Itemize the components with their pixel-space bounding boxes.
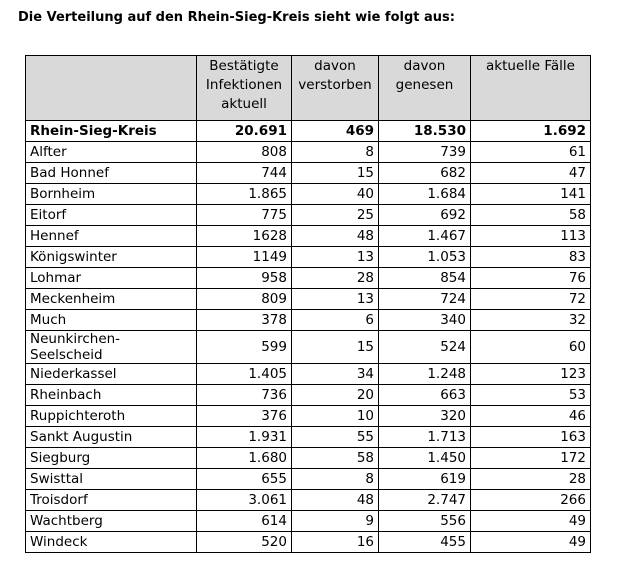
header-confirmed: Bestätigte Infektionen aktuell [197,56,292,121]
municipality-cell: Swisttal [26,469,197,490]
recovered-cell: 340 [379,310,471,331]
table-row [26,163,591,184]
table-header-row [26,56,591,121]
recovered-cell: 854 [379,268,471,289]
recovered-cell: 320 [379,406,471,427]
municipality-cell: Much [26,310,197,331]
deceased-cell: 25 [292,205,379,226]
recovered-cell: 1.684 [379,184,471,205]
confirmed-cell: 958 [197,268,292,289]
confirmed-cell: 1.931 [197,427,292,448]
total-name-cell: Rhein-Sieg-Kreis [26,121,197,142]
recovered-cell: 663 [379,385,471,406]
table-body [26,121,591,553]
confirmed-cell: 808 [197,142,292,163]
recovered-cell: 682 [379,163,471,184]
current-cases-cell: 113 [471,226,591,247]
current-cases-cell: 60 [471,331,591,364]
municipality-cell: Siegburg [26,448,197,469]
current-cases-cell: 58 [471,205,591,226]
deceased-cell: 10 [292,406,379,427]
current-cases-cell: 49 [471,511,591,532]
confirmed-cell: 520 [197,532,292,553]
deceased-cell: 48 [292,490,379,511]
municipality-cell: Königswinter [26,247,197,268]
table-row [26,448,591,469]
total-recovered-cell: 18.530 [379,121,471,142]
current-cases-cell: 32 [471,310,591,331]
municipality-cell: Alfter [26,142,197,163]
confirmed-cell: 1628 [197,226,292,247]
deceased-cell: 13 [292,289,379,310]
current-cases-cell: 46 [471,406,591,427]
table-row [26,331,591,364]
municipality-cell: Troisdorf [26,490,197,511]
table-row [26,511,591,532]
recovered-cell: 739 [379,142,471,163]
recovered-cell: 455 [379,532,471,553]
municipality-cell: Rheinbach [26,385,197,406]
table-row [26,226,591,247]
recovered-cell: 1.248 [379,364,471,385]
deceased-cell: 8 [292,469,379,490]
header-deceased: davon verstorben [292,56,379,121]
deceased-cell: 15 [292,331,379,364]
total-deceased-cell: 469 [292,121,379,142]
recovered-cell: 1.053 [379,247,471,268]
deceased-cell: 6 [292,310,379,331]
municipality-cell: Neunkirchen-Seelscheid [26,331,197,364]
header-municipality [26,56,197,121]
deceased-cell: 55 [292,427,379,448]
deceased-cell: 58 [292,448,379,469]
total-confirmed-cell: 20.691 [197,121,292,142]
recovered-cell: 524 [379,331,471,364]
municipality-cell: Sankt Augustin [26,427,197,448]
table-row [26,406,591,427]
confirmed-cell: 614 [197,511,292,532]
recovered-cell: 1.713 [379,427,471,448]
current-cases-cell: 72 [471,289,591,310]
table-row [26,469,591,490]
deceased-cell: 28 [292,268,379,289]
current-cases-cell: 163 [471,427,591,448]
recovered-cell: 1.467 [379,226,471,247]
municipality-cell: Niederkassel [26,364,197,385]
municipality-cell: Bad Honnef [26,163,197,184]
table-row [26,247,591,268]
confirmed-cell: 599 [197,331,292,364]
distribution-table [25,55,591,553]
current-cases-cell: 141 [471,184,591,205]
current-cases-cell: 76 [471,268,591,289]
municipality-cell: Lohmar [26,268,197,289]
recovered-cell: 2.747 [379,490,471,511]
page-title: Die Verteilung auf den Rhein-Sieg-Kreis sieht wie folgt aus: [18,10,455,25]
municipality-cell: Hennef [26,226,197,247]
deceased-cell: 16 [292,532,379,553]
confirmed-cell: 744 [197,163,292,184]
confirmed-cell: 378 [197,310,292,331]
total-current-cell: 1.692 [471,121,591,142]
total-row [26,121,591,142]
table-row [26,310,591,331]
current-cases-cell: 28 [471,469,591,490]
municipality-cell: Wachtberg [26,511,197,532]
table-row [26,268,591,289]
deceased-cell: 15 [292,163,379,184]
recovered-cell: 1.450 [379,448,471,469]
recovered-cell: 556 [379,511,471,532]
confirmed-cell: 376 [197,406,292,427]
current-cases-cell: 83 [471,247,591,268]
municipality-cell: Eitorf [26,205,197,226]
current-cases-cell: 266 [471,490,591,511]
header-current-cases: aktuelle Fälle [471,56,591,121]
recovered-cell: 692 [379,205,471,226]
recovered-cell: 619 [379,469,471,490]
municipality-cell: Meckenheim [26,289,197,310]
recovered-cell: 724 [379,289,471,310]
current-cases-cell: 123 [471,364,591,385]
municipality-cell: Bornheim [26,184,197,205]
header-recovered: davon genesen [379,56,471,121]
current-cases-cell: 53 [471,385,591,406]
confirmed-cell: 1149 [197,247,292,268]
deceased-cell: 20 [292,385,379,406]
confirmed-cell: 1.405 [197,364,292,385]
confirmed-cell: 809 [197,289,292,310]
confirmed-cell: 736 [197,385,292,406]
confirmed-cell: 775 [197,205,292,226]
current-cases-cell: 61 [471,142,591,163]
municipality-cell: Ruppichteroth [26,406,197,427]
table-row [26,364,591,385]
table-row [26,385,591,406]
deceased-cell: 48 [292,226,379,247]
table-row [26,289,591,310]
confirmed-cell: 655 [197,469,292,490]
table-row [26,205,591,226]
deceased-cell: 34 [292,364,379,385]
table-row [26,142,591,163]
confirmed-cell: 1.680 [197,448,292,469]
table-row [26,490,591,511]
current-cases-cell: 47 [471,163,591,184]
current-cases-cell: 172 [471,448,591,469]
table-row [26,427,591,448]
table-row [26,532,591,553]
confirmed-cell: 1.865 [197,184,292,205]
deceased-cell: 8 [292,142,379,163]
confirmed-cell: 3.061 [197,490,292,511]
deceased-cell: 40 [292,184,379,205]
municipality-cell: Windeck [26,532,197,553]
current-cases-cell: 49 [471,532,591,553]
deceased-cell: 9 [292,511,379,532]
deceased-cell: 13 [292,247,379,268]
table-row [26,184,591,205]
